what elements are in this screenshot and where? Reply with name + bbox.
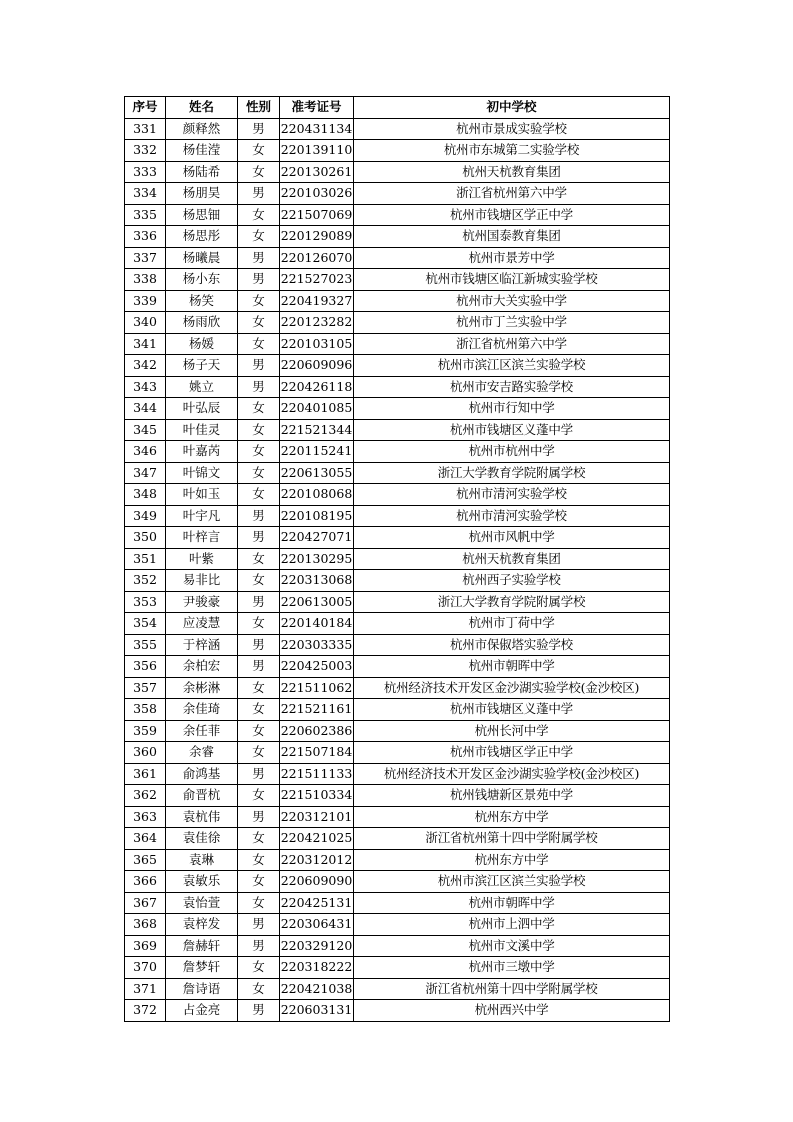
name-cell: 余睿	[166, 742, 238, 764]
exam-id-cell: 220609096	[280, 355, 354, 377]
exam-id-cell: 220613005	[280, 591, 354, 613]
name-cell: 姚立	[166, 376, 238, 398]
name-cell: 叶梓言	[166, 527, 238, 549]
school-cell: 杭州西子实验学校	[354, 570, 670, 592]
serial-cell: 363	[125, 806, 166, 828]
school-cell: 浙江大学教育学院附属学校	[354, 591, 670, 613]
table-row	[125, 828, 670, 850]
name-cell: 詹梦轩	[166, 957, 238, 979]
school-cell: 杭州市丁荷中学	[354, 613, 670, 635]
school-cell: 杭州市大关实验中学	[354, 290, 670, 312]
serial-cell: 365	[125, 849, 166, 871]
gender-cell: 女	[238, 441, 280, 463]
school-cell: 杭州天杭教育集团	[354, 548, 670, 570]
table-row	[125, 376, 670, 398]
table-row	[125, 978, 670, 1000]
name-cell: 詹诗语	[166, 978, 238, 1000]
header-serial: 序号	[125, 97, 166, 119]
exam-id-cell: 221521344	[280, 419, 354, 441]
name-cell: 尹骏豪	[166, 591, 238, 613]
school-cell: 杭州东方中学	[354, 806, 670, 828]
serial-cell: 371	[125, 978, 166, 1000]
school-cell: 杭州市清河实验学校	[354, 484, 670, 506]
table-row	[125, 226, 670, 248]
serial-cell: 370	[125, 957, 166, 979]
gender-cell: 男	[238, 247, 280, 269]
school-cell: 杭州市钱塘区义蓬中学	[354, 699, 670, 721]
gender-cell: 男	[238, 355, 280, 377]
exam-id-cell: 220140184	[280, 613, 354, 635]
serial-cell: 339	[125, 290, 166, 312]
gender-cell: 男	[238, 806, 280, 828]
name-cell: 杨媛	[166, 333, 238, 355]
exam-id-cell: 220613055	[280, 462, 354, 484]
exam-id-cell: 221527023	[280, 269, 354, 291]
serial-cell: 356	[125, 656, 166, 678]
table-row	[125, 634, 670, 656]
school-cell: 杭州市朝晖中学	[354, 656, 670, 678]
serial-cell: 335	[125, 204, 166, 226]
gender-cell: 男	[238, 376, 280, 398]
school-cell: 杭州市保俶塔实验学校	[354, 634, 670, 656]
serial-cell: 333	[125, 161, 166, 183]
gender-cell: 女	[238, 226, 280, 248]
school-cell: 杭州市钱塘区学正中学	[354, 742, 670, 764]
serial-cell: 361	[125, 763, 166, 785]
name-cell: 俞鸿基	[166, 763, 238, 785]
serial-cell: 340	[125, 312, 166, 334]
gender-cell: 女	[238, 140, 280, 162]
exam-id-cell: 220427071	[280, 527, 354, 549]
name-cell: 应凌慧	[166, 613, 238, 635]
table-row	[125, 419, 670, 441]
serial-cell: 364	[125, 828, 166, 850]
table-row	[125, 613, 670, 635]
serial-cell: 354	[125, 613, 166, 635]
header-name: 姓名	[166, 97, 238, 119]
exam-id-cell: 220602386	[280, 720, 354, 742]
table-row	[125, 806, 670, 828]
gender-cell: 女	[238, 828, 280, 850]
gender-cell: 男	[238, 591, 280, 613]
exam-id-cell: 221511133	[280, 763, 354, 785]
gender-cell: 男	[238, 634, 280, 656]
gender-cell: 男	[238, 269, 280, 291]
gender-cell: 女	[238, 677, 280, 699]
school-cell: 浙江大学教育学院附属学校	[354, 462, 670, 484]
exam-id-cell: 220431134	[280, 118, 354, 140]
name-cell: 袁敏乐	[166, 871, 238, 893]
serial-cell: 338	[125, 269, 166, 291]
serial-cell: 349	[125, 505, 166, 527]
name-cell: 袁怡萱	[166, 892, 238, 914]
header-exam-id: 准考证号	[280, 97, 354, 119]
table-row	[125, 699, 670, 721]
name-cell: 袁琳	[166, 849, 238, 871]
exam-id-cell: 220425003	[280, 656, 354, 678]
exam-id-cell: 220129089	[280, 226, 354, 248]
exam-id-cell: 221511062	[280, 677, 354, 699]
table-row	[125, 935, 670, 957]
gender-cell: 女	[238, 892, 280, 914]
table-row	[125, 333, 670, 355]
exam-id-cell: 220123282	[280, 312, 354, 334]
exam-id-cell: 221510334	[280, 785, 354, 807]
table-row	[125, 892, 670, 914]
table-row	[125, 720, 670, 742]
serial-cell: 366	[125, 871, 166, 893]
serial-cell: 337	[125, 247, 166, 269]
table-row	[125, 505, 670, 527]
table-row	[125, 183, 670, 205]
name-cell: 叶锦文	[166, 462, 238, 484]
table-row	[125, 677, 670, 699]
school-cell: 杭州国泰教育集团	[354, 226, 670, 248]
serial-cell: 350	[125, 527, 166, 549]
exam-id-cell: 220313068	[280, 570, 354, 592]
gender-cell: 女	[238, 613, 280, 635]
serial-cell: 358	[125, 699, 166, 721]
gender-cell: 女	[238, 290, 280, 312]
exam-id-cell: 220130295	[280, 548, 354, 570]
school-cell: 杭州市上泗中学	[354, 914, 670, 936]
gender-cell: 女	[238, 742, 280, 764]
exam-id-cell: 220421025	[280, 828, 354, 850]
exam-id-cell: 220115241	[280, 441, 354, 463]
table-row	[125, 269, 670, 291]
table-row	[125, 591, 670, 613]
school-cell: 杭州市钱塘区学正中学	[354, 204, 670, 226]
serial-cell: 352	[125, 570, 166, 592]
exam-id-cell: 220126070	[280, 247, 354, 269]
exam-id-cell: 220329120	[280, 935, 354, 957]
exam-id-cell: 220139110	[280, 140, 354, 162]
table-header-row	[125, 97, 670, 119]
school-cell: 杭州西兴中学	[354, 1000, 670, 1022]
serial-cell: 341	[125, 333, 166, 355]
school-cell: 杭州经济技术开发区金沙湖实验学校(金沙校区)	[354, 677, 670, 699]
serial-cell: 334	[125, 183, 166, 205]
school-cell: 浙江省杭州第六中学	[354, 183, 670, 205]
school-cell: 杭州市滨江区滨兰实验学校	[354, 871, 670, 893]
serial-cell: 355	[125, 634, 166, 656]
school-cell: 杭州市钱塘区临江新城实验学校	[354, 269, 670, 291]
name-cell: 余任菲	[166, 720, 238, 742]
school-cell: 杭州市安吉路实验学校	[354, 376, 670, 398]
serial-cell: 343	[125, 376, 166, 398]
school-cell: 杭州市丁兰实验中学	[354, 312, 670, 334]
table-row	[125, 871, 670, 893]
exam-id-cell: 220603131	[280, 1000, 354, 1022]
school-cell: 杭州市杭州中学	[354, 441, 670, 463]
name-cell: 叶佳灵	[166, 419, 238, 441]
serial-cell: 372	[125, 1000, 166, 1022]
name-cell: 杨雨欣	[166, 312, 238, 334]
exam-id-cell: 220426118	[280, 376, 354, 398]
school-cell: 杭州长河中学	[354, 720, 670, 742]
school-cell: 浙江省杭州第六中学	[354, 333, 670, 355]
name-cell: 袁杭伟	[166, 806, 238, 828]
school-cell: 杭州经济技术开发区金沙湖实验学校(金沙校区)	[354, 763, 670, 785]
gender-cell: 女	[238, 548, 280, 570]
name-cell: 颜释然	[166, 118, 238, 140]
exam-id-cell: 221507184	[280, 742, 354, 764]
gender-cell: 女	[238, 161, 280, 183]
name-cell: 余彬淋	[166, 677, 238, 699]
name-cell: 杨陆希	[166, 161, 238, 183]
name-cell: 易非比	[166, 570, 238, 592]
exam-id-cell: 220103026	[280, 183, 354, 205]
school-cell: 杭州市钱塘区义蓬中学	[354, 419, 670, 441]
exam-id-cell: 220419327	[280, 290, 354, 312]
gender-cell: 女	[238, 570, 280, 592]
name-cell: 余佳琦	[166, 699, 238, 721]
exam-id-cell: 221521161	[280, 699, 354, 721]
serial-cell: 344	[125, 398, 166, 420]
name-cell: 杨佳滢	[166, 140, 238, 162]
gender-cell: 女	[238, 699, 280, 721]
gender-cell: 女	[238, 957, 280, 979]
name-cell: 杨子天	[166, 355, 238, 377]
school-cell: 杭州市三墩中学	[354, 957, 670, 979]
exam-id-cell: 220130261	[280, 161, 354, 183]
serial-cell: 357	[125, 677, 166, 699]
name-cell: 杨思彤	[166, 226, 238, 248]
gender-cell: 女	[238, 204, 280, 226]
school-cell: 杭州市行知中学	[354, 398, 670, 420]
school-cell: 杭州天杭教育集团	[354, 161, 670, 183]
header-gender: 性别	[238, 97, 280, 119]
name-cell: 叶如玉	[166, 484, 238, 506]
table-row	[125, 161, 670, 183]
table-row	[125, 462, 670, 484]
school-cell: 杭州市东城第二实验学校	[354, 140, 670, 162]
gender-cell: 男	[238, 935, 280, 957]
table-row	[125, 140, 670, 162]
name-cell: 袁佳徐	[166, 828, 238, 850]
exam-id-cell: 220312101	[280, 806, 354, 828]
table-row	[125, 484, 670, 506]
serial-cell: 362	[125, 785, 166, 807]
school-cell: 浙江省杭州第十四中学附属学校	[354, 978, 670, 1000]
name-cell: 詹赫轩	[166, 935, 238, 957]
gender-cell: 女	[238, 978, 280, 1000]
gender-cell: 女	[238, 398, 280, 420]
exam-id-cell: 220318222	[280, 957, 354, 979]
serial-cell: 360	[125, 742, 166, 764]
gender-cell: 女	[238, 849, 280, 871]
name-cell: 杨笑	[166, 290, 238, 312]
name-cell: 杨朋昊	[166, 183, 238, 205]
table-row	[125, 398, 670, 420]
serial-cell: 342	[125, 355, 166, 377]
serial-cell: 367	[125, 892, 166, 914]
table-row	[125, 763, 670, 785]
exam-id-cell: 220303335	[280, 634, 354, 656]
gender-cell: 男	[238, 656, 280, 678]
gender-cell: 男	[238, 914, 280, 936]
school-cell: 杭州市滨江区滨兰实验学校	[354, 355, 670, 377]
exam-id-cell: 220609090	[280, 871, 354, 893]
name-cell: 袁梓发	[166, 914, 238, 936]
gender-cell: 女	[238, 462, 280, 484]
table-row	[125, 247, 670, 269]
gender-cell: 男	[238, 505, 280, 527]
name-cell: 叶紫	[166, 548, 238, 570]
name-cell: 于梓涵	[166, 634, 238, 656]
name-cell: 俞晋杭	[166, 785, 238, 807]
gender-cell: 男	[238, 527, 280, 549]
name-cell: 占金亮	[166, 1000, 238, 1022]
exam-id-cell: 220103105	[280, 333, 354, 355]
gender-cell: 男	[238, 763, 280, 785]
gender-cell: 男	[238, 183, 280, 205]
table-row	[125, 355, 670, 377]
gender-cell: 男	[238, 1000, 280, 1022]
table-row	[125, 548, 670, 570]
table-row	[125, 785, 670, 807]
exam-id-cell: 220306431	[280, 914, 354, 936]
name-cell: 叶宇凡	[166, 505, 238, 527]
table-row	[125, 290, 670, 312]
table-row	[125, 742, 670, 764]
serial-cell: 368	[125, 914, 166, 936]
serial-cell: 353	[125, 591, 166, 613]
exam-id-cell: 221507069	[280, 204, 354, 226]
school-cell: 杭州市清河实验学校	[354, 505, 670, 527]
table-row	[125, 1000, 670, 1022]
exam-id-cell: 220312012	[280, 849, 354, 871]
school-cell: 杭州钱塘新区景苑中学	[354, 785, 670, 807]
table-row	[125, 656, 670, 678]
name-cell: 叶弘辰	[166, 398, 238, 420]
table-row	[125, 204, 670, 226]
gender-cell: 女	[238, 333, 280, 355]
gender-cell: 男	[238, 118, 280, 140]
gender-cell: 女	[238, 720, 280, 742]
serial-cell: 336	[125, 226, 166, 248]
school-cell: 浙江省杭州第十四中学附属学校	[354, 828, 670, 850]
exam-id-cell: 220425131	[280, 892, 354, 914]
table-row	[125, 527, 670, 549]
serial-cell: 346	[125, 441, 166, 463]
exam-id-cell: 220421038	[280, 978, 354, 1000]
exam-id-cell: 220108195	[280, 505, 354, 527]
gender-cell: 女	[238, 312, 280, 334]
serial-cell: 348	[125, 484, 166, 506]
table-row	[125, 441, 670, 463]
table-row	[125, 312, 670, 334]
table-row	[125, 570, 670, 592]
serial-cell: 369	[125, 935, 166, 957]
school-cell: 杭州市景成实验学校	[354, 118, 670, 140]
exam-id-cell: 220401085	[280, 398, 354, 420]
name-cell: 杨小东	[166, 269, 238, 291]
exam-id-cell: 220108068	[280, 484, 354, 506]
table-row	[125, 118, 670, 140]
school-cell: 杭州东方中学	[354, 849, 670, 871]
serial-cell: 351	[125, 548, 166, 570]
serial-cell: 331	[125, 118, 166, 140]
name-cell: 杨曦晨	[166, 247, 238, 269]
serial-cell: 345	[125, 419, 166, 441]
table-row	[125, 849, 670, 871]
student-table	[124, 96, 670, 1022]
name-cell: 余柏宏	[166, 656, 238, 678]
table-row	[125, 957, 670, 979]
name-cell: 叶嘉芮	[166, 441, 238, 463]
gender-cell: 女	[238, 419, 280, 441]
header-school: 初中学校	[354, 97, 670, 119]
table-row	[125, 914, 670, 936]
school-cell: 杭州市风帆中学	[354, 527, 670, 549]
school-cell: 杭州市文溪中学	[354, 935, 670, 957]
serial-cell: 359	[125, 720, 166, 742]
serial-cell: 332	[125, 140, 166, 162]
serial-cell: 347	[125, 462, 166, 484]
school-cell: 杭州市景芳中学	[354, 247, 670, 269]
gender-cell: 女	[238, 871, 280, 893]
school-cell: 杭州市朝晖中学	[354, 892, 670, 914]
gender-cell: 女	[238, 484, 280, 506]
name-cell: 杨思钿	[166, 204, 238, 226]
gender-cell: 女	[238, 785, 280, 807]
